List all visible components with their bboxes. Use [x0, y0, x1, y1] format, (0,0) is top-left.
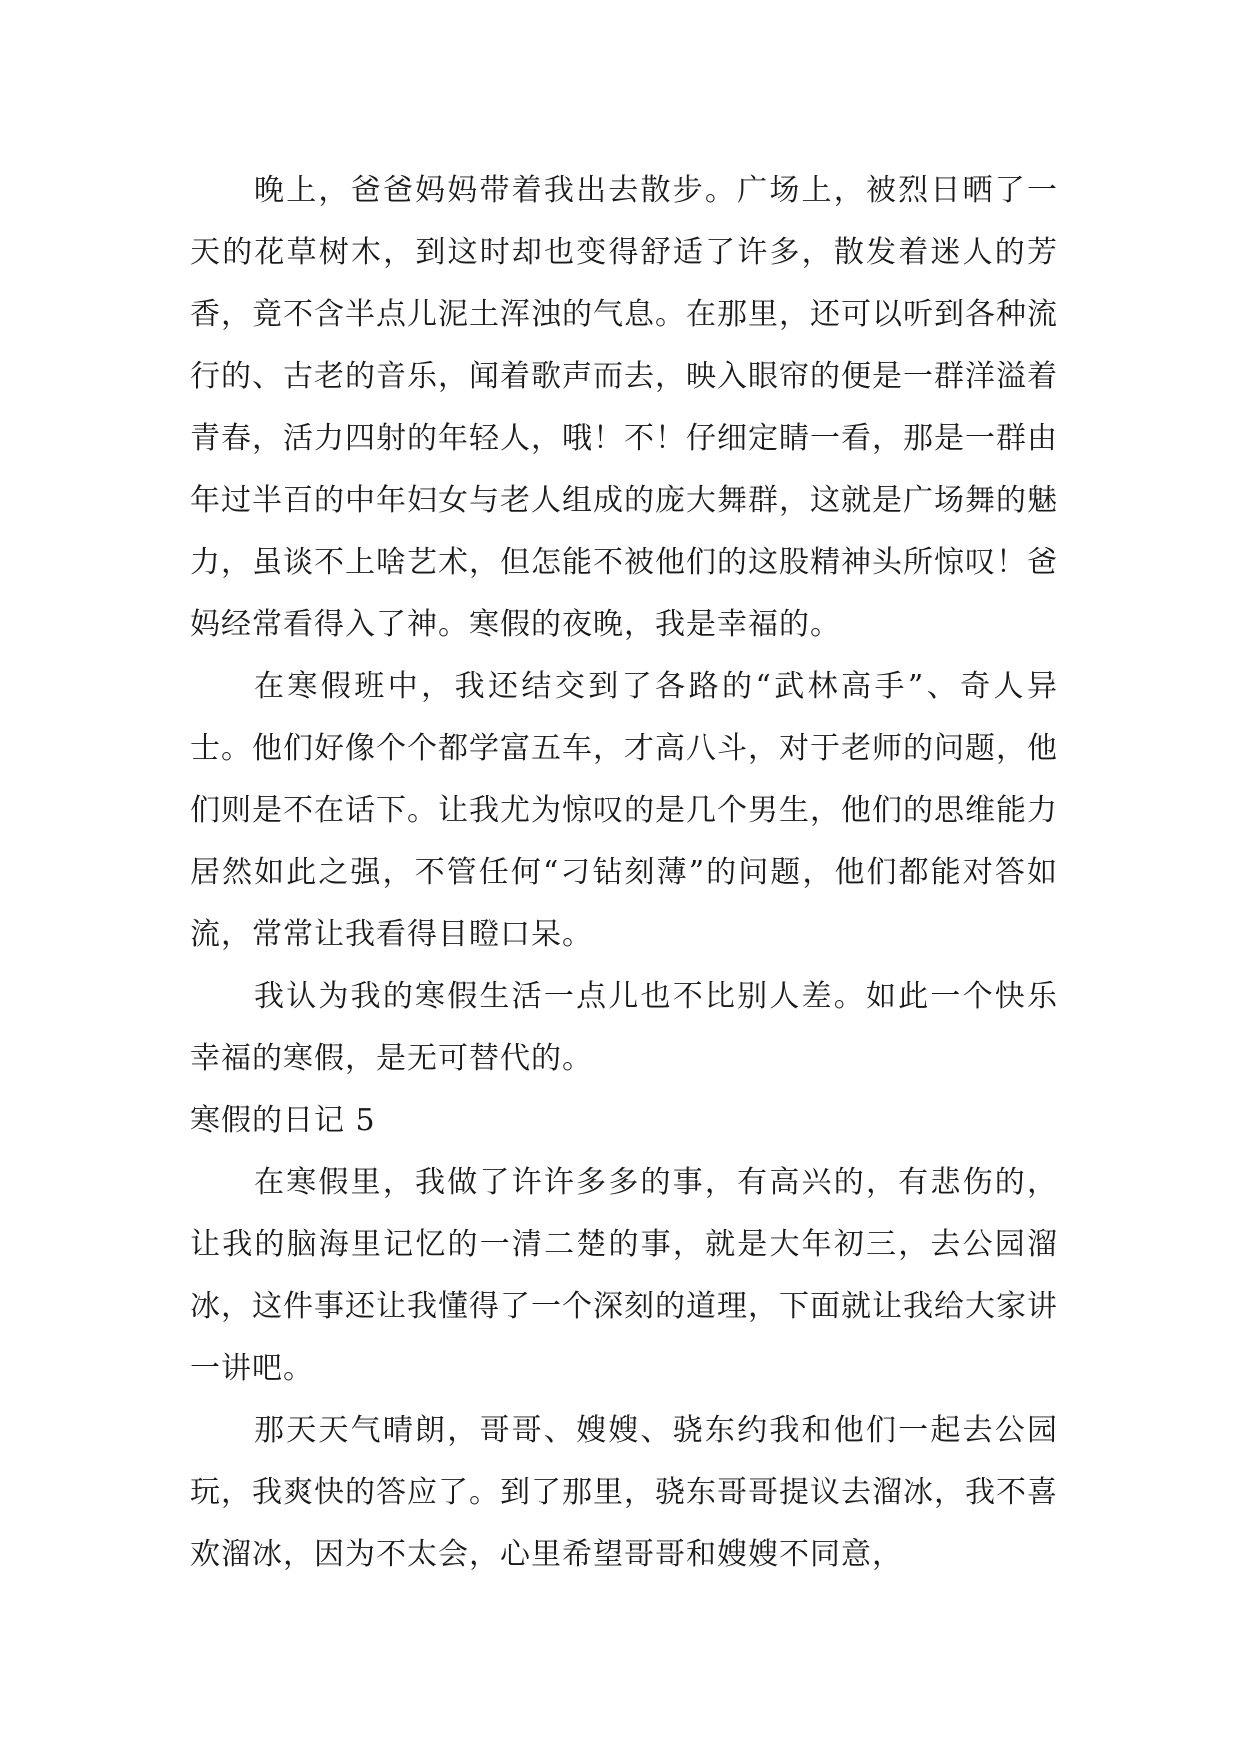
section-heading: 寒假的日记 5 [190, 1103, 376, 1138]
paragraph-evening-walk: 晚上，爸爸妈妈带着我出去散步。广场上，被烈日晒了一天的花草树木，到这时却也变得舒适了许多，散发着迷人的芳香，竟不含半点儿泥土浑浊的气息。在那里，还可以听到各种流行的、古老的音乐，闻着歌声而去，映入眼帘的便是一群洋溢着青春，活力四射的年轻人，哦！不！仔细定睛一看，那是一群由年过半百的中年妇女与老人组成的庞大舞群，这就是广场舞的魅力，虽谈不上啥艺术，但怎能不被他们的这股精神头所惊叹！爸妈经常看得入了神。寒假的夜晚，我是幸福的。 [190, 173, 1058, 642]
paragraph-skating-story: 那天天气晴朗，哥哥、嫂嫂、骁东约我和他们一起去公园玩，我爽快的答应了。到了那里，骁东哥哥提议去溜冰，我不喜欢溜冰，因为不太会，心里希望哥哥和嫂嫂不同意， [190, 1413, 1058, 1572]
document-body [190, 160, 1058, 1586]
paragraph-skating-intro: 在寒假里，我做了许许多多的事，有高兴的，有悲伤的，让我的脑海里记忆的一清二楚的事，就是大年初三，去公园溜冰，这件事还让我懂得了一个深刻的道理，下面就让我给大家讲一讲吧。 [190, 1165, 1058, 1386]
paragraph-winter-class: 在寒假班中，我还结交到了各路的“武林高手”、奇人异士。他们好像个个都学富五车，才高八斗，对于老师的问题，他们则是不在话下。让我尤为惊叹的是几个男生，他们的思维能力居然如此之强，不管任何“刁钻刻薄”的问题，他们都能对答如流，常常让我看得目瞪口呆。 [190, 669, 1058, 952]
paragraph-conclusion: 我认为我的寒假生活一点儿也不比别人差。如此一个快乐幸福的寒假，是无可替代的。 [190, 979, 1058, 1076]
